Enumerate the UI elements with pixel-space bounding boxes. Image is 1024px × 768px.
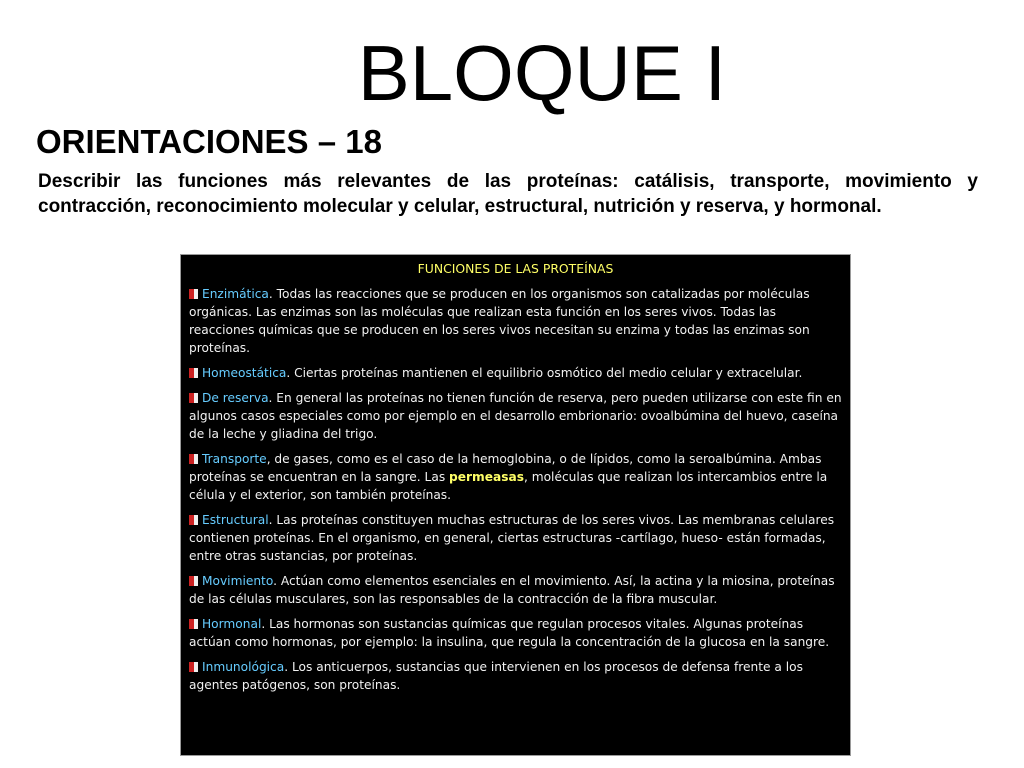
function-description: . Todas las reacciones que se producen en los organismos son catalizadas por moléculas orgánicas. Las enzimas son las moléculas que realizan esta función en los seres vivos. Todas las reacciones químicas que se producen en los seres vivos necesitan su enzima y todas las enzimas son proteínas. bbox=[189, 287, 810, 355]
red-square-bullet-icon bbox=[189, 662, 198, 672]
function-item-hormonal bbox=[189, 615, 842, 651]
red-square-bullet-icon bbox=[189, 393, 198, 403]
intro-paragraph: Describir las funciones más relevantes de las proteínas: catálisis, transporte, movimiento y contracción, reconocimiento molecular y celular, estructural, nutrición y reserva, y hormonal. bbox=[38, 171, 978, 217]
slide-subtitle: ORIENTACIONES – 18 bbox=[36, 123, 382, 160]
function-term: Enzimática bbox=[202, 287, 269, 301]
function-item-enzimatica bbox=[189, 285, 842, 357]
function-term: Transporte bbox=[202, 452, 267, 466]
red-square-bullet-icon bbox=[189, 515, 198, 525]
function-item-transporte bbox=[189, 450, 842, 504]
function-description: . Los anticuerpos, sustancias que intervienen en los procesos de defensa frente a los agentes patógenos, son proteínas. bbox=[189, 660, 803, 692]
function-item-reserva bbox=[189, 389, 842, 443]
function-description: , de gases, como es el caso de la hemoglobina, o de lípidos, como la seroalbúmina. Ambas proteínas se encuentran en la sangre. Las bbox=[189, 452, 822, 484]
function-description: . Actúan como elementos esenciales en el movimiento. Así, la actina y la miosina, proteínas de las células musculares, son las responsables de la contracción de la fibra muscular. bbox=[189, 574, 835, 606]
red-square-bullet-icon bbox=[189, 368, 198, 378]
function-description: . Las hormonas son sustancias químicas que regulan procesos vitales. Algunas proteínas actúan como hormonas, por ejemplo: la insulina, que regula la concentración de la glucosa en la sangre. bbox=[189, 617, 830, 649]
function-description: . En general las proteínas no tienen función de reserva, pero pueden utilizarse con este fin en algunos casos especiales como por ejemplo en el desarrollo embrionario: ovoalbúmina del huevo, caseína de la leche y gliadina del trigo. bbox=[189, 391, 842, 441]
slide-title: BLOQUE I bbox=[357, 29, 727, 117]
red-square-bullet-icon bbox=[189, 619, 198, 629]
function-term: Inmunológica bbox=[202, 660, 285, 674]
function-description: . Las proteínas constituyen muchas estructuras de los seres vivos. Las membranas celulares contienen proteínas. En el organismo, en general, ciertas estructuras -cartílago, hueso- están formadas, entre otras sustancias, por proteínas. bbox=[189, 513, 835, 563]
function-term: De reserva bbox=[202, 391, 269, 405]
function-term: Movimiento bbox=[202, 574, 274, 588]
function-term: Homeostática bbox=[202, 366, 287, 380]
function-item-movimiento bbox=[189, 572, 842, 608]
function-term: Estructural bbox=[202, 513, 269, 527]
red-square-bullet-icon bbox=[189, 289, 198, 299]
highlighted-term: permeasas bbox=[449, 470, 524, 484]
function-item-homeostatica bbox=[189, 364, 842, 382]
red-square-bullet-icon bbox=[189, 576, 198, 586]
panel-title: FUNCIONES DE LAS PROTEÍNAS bbox=[417, 261, 614, 276]
red-square-bullet-icon bbox=[189, 454, 198, 464]
function-term: Hormonal bbox=[202, 617, 262, 631]
function-description: . Ciertas proteínas mantienen el equilibrio osmótico del medio celular y extracelular. bbox=[286, 366, 803, 380]
function-item-inmunologica bbox=[189, 658, 842, 694]
function-description-continued: , moléculas que realizan los intercambios entre la célula y el exterior, son también proteínas. bbox=[189, 470, 828, 502]
function-item-estructural bbox=[189, 511, 842, 565]
protein-functions-panel bbox=[180, 254, 851, 756]
